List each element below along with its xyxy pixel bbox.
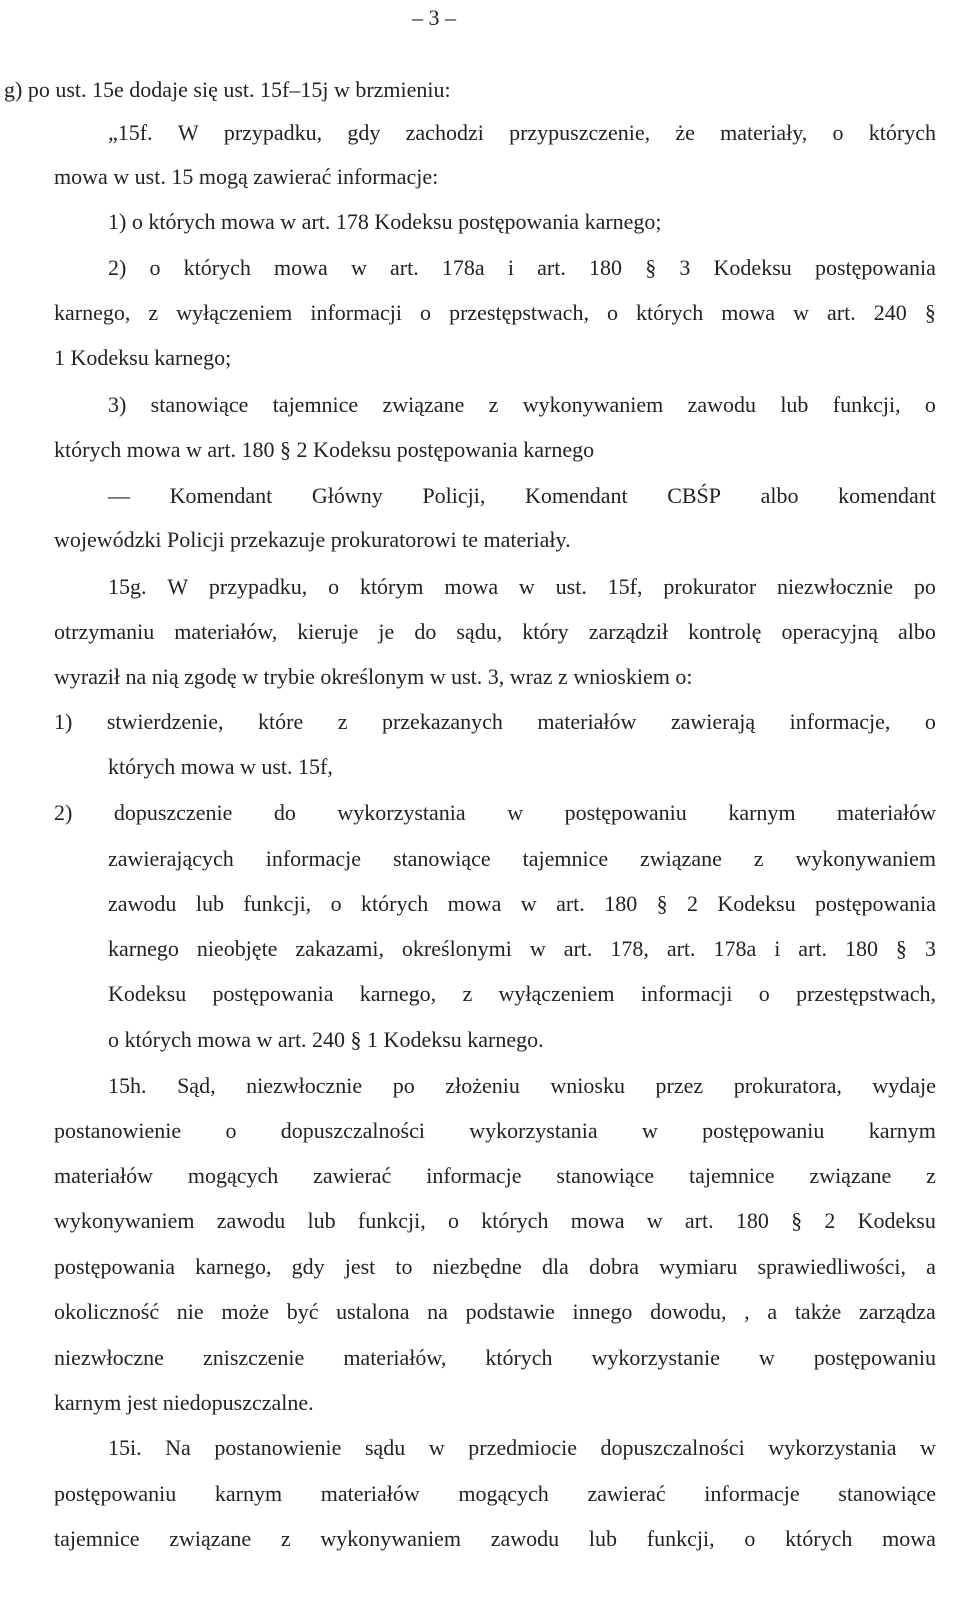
text-line-15: 1) stwierdzenie, które z przekazanych materiałów zawierają informacje, o — [54, 709, 936, 734]
text-line-17: 2) dopuszczenie do wykorzystania w postępowaniu karnym materiałów — [54, 800, 936, 825]
text-line-8: 3) stanowiące tajemnice związane z wykonywaniem zawodu lub funkcji, o — [108, 392, 936, 417]
text-line-5: 2) o których mowa w art. 178a i art. 180 § 3 Kodeksu postępowania — [108, 255, 936, 280]
text-line-33: tajemnice związane z wykonywaniem zawodu lub funkcji, o których mowa — [54, 1526, 936, 1551]
text-line-19: zawodu lub funkcji, o których mowa w art. 180 § 2 Kodeksu postępowania — [108, 891, 936, 916]
text-line-10: — Komendant Główny Policji, Komendant CBŚP albo komendant — [108, 483, 936, 508]
text-line-27: postępowania karnego, gdy jest to niezbędne dla dobra wymiaru sprawiedliwości, a — [54, 1254, 936, 1279]
text-line-7: 1 Kodeksu karnego; — [54, 345, 232, 370]
text-line-3: mowa w ust. 15 mogą zawierać informacje: — [54, 164, 439, 189]
text-line-30: karnym jest niedopuszczalne. — [54, 1390, 314, 1415]
text-line-22: o których mowa w art. 240 § 1 Kodeksu karnego. — [108, 1027, 544, 1052]
text-line-2: „15f. W przypadku, gdy zachodzi przypuszczenie, że materiały, o których — [108, 120, 936, 145]
text-line-24: postanowienie o dopuszczalności wykorzystania w postępowaniu karnym — [54, 1118, 936, 1143]
text-line-13: otrzymaniu materiałów, kieruje je do sądu, który zarządził kontrolę operacyjną albo — [54, 619, 936, 644]
text-line-29: niezwłoczne zniszczenie materiałów, których wykorzystanie w postępowaniu — [54, 1345, 936, 1370]
text-line-21: Kodeksu postępowania karnego, z wyłączeniem informacji o przestępstwach, — [108, 981, 936, 1006]
text-line-25: materiałów mogących zawierać informacje stanowiące tajemnice związane z — [54, 1163, 936, 1188]
text-line-9: których mowa w art. 180 § 2 Kodeksu postępowania karnego — [54, 437, 595, 462]
text-line-31: 15i. Na postanowienie sądu w przedmiocie dopuszczalności wykorzystania w — [108, 1435, 936, 1460]
text-line-14: wyraził na nią zgodę w trybie określonym w ust. 3, wraz z wnioskiem o: — [54, 664, 693, 689]
text-line-32: postępowaniu karnym materiałów mogących zawierać informacje stanowiące — [54, 1481, 936, 1506]
text-line-4: 1) o których mowa w art. 178 Kodeksu postępowania karnego; — [108, 209, 662, 234]
text-line-28: okoliczność nie może być ustalona na podstawie innego dowodu, , a także zarządza — [54, 1299, 936, 1324]
text-line-11: wojewódzki Policji przekazuje prokuratorowi te materiały. — [54, 527, 571, 552]
text-line-12: 15g. W przypadku, o którym mowa w ust. 15f, prokurator niezwłocznie po — [108, 574, 936, 599]
text-line-23: 15h. Sąd, niezwłocznie po złożeniu wniosku przez prokuratora, wydaje — [108, 1073, 936, 1098]
text-line-18: zawierających informacje stanowiące tajemnice związane z wykonywaniem — [108, 846, 936, 871]
text-line-26: wykonywaniem zawodu lub funkcji, o których mowa w art. 180 § 2 Kodeksu — [54, 1208, 936, 1233]
text-line-16: których mowa w ust. 15f, — [108, 754, 333, 779]
page-number: – 3 – — [412, 5, 456, 30]
text-line-20: karnego nieobjęte zakazami, określonymi w art. 178, art. 178a i art. 180 § 3 — [108, 936, 936, 961]
text-line-6: karnego, z wyłączeniem informacji o przestępstwach, o których mowa w art. 240 § — [54, 300, 936, 325]
text-line-1: g) po ust. 15e dodaje się ust. 15f–15j w brzmieniu: — [4, 77, 451, 102]
